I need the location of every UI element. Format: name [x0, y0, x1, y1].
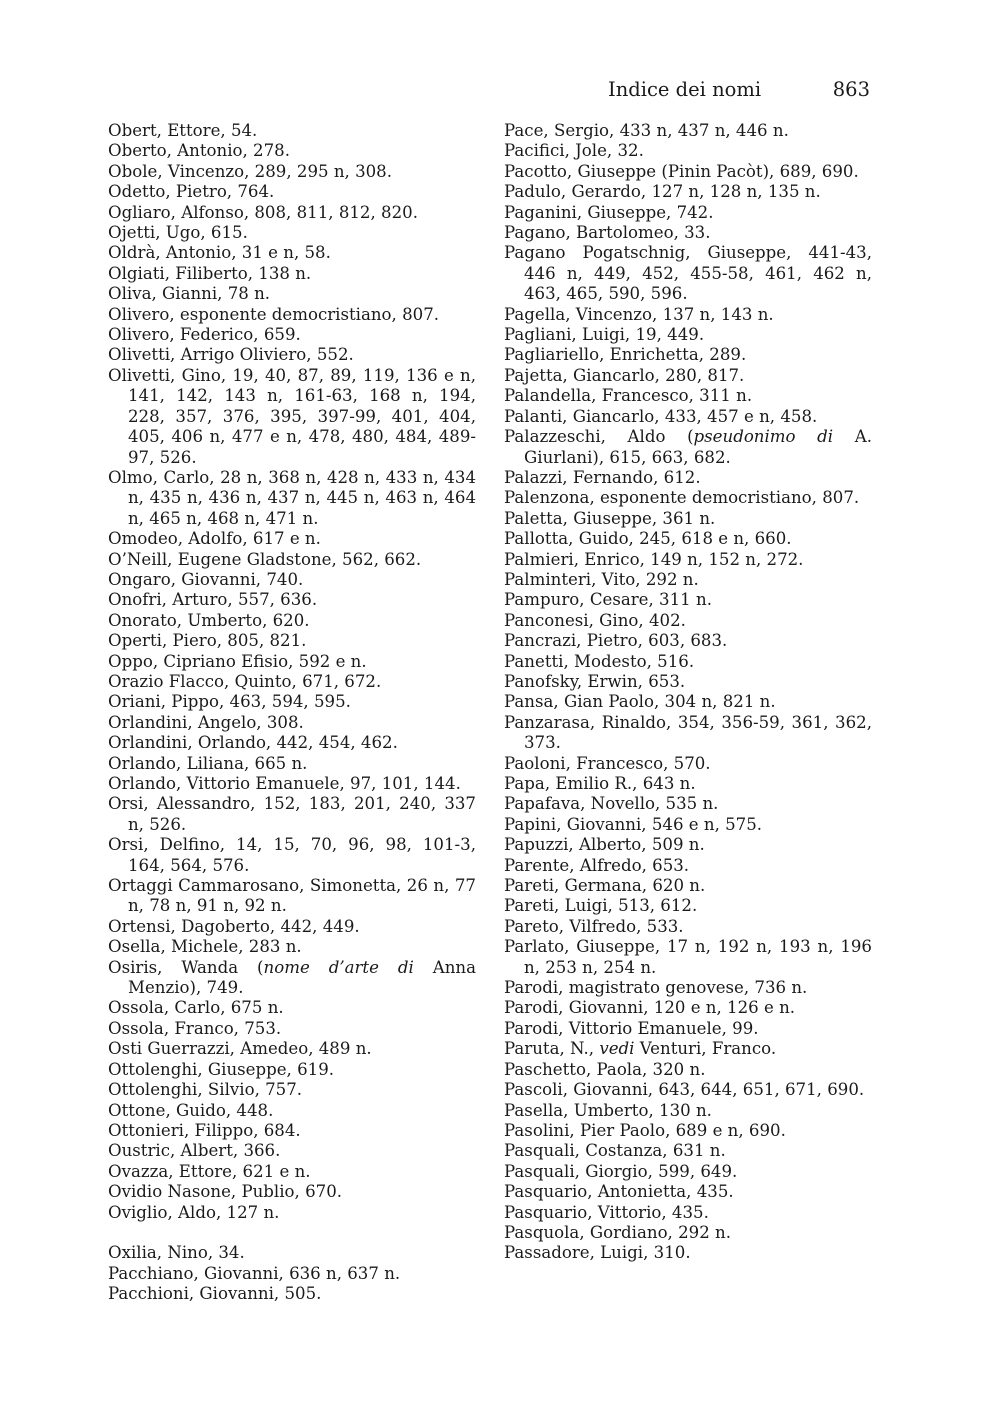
index-entry: Ottolenghi, Giuseppe, 619. — [108, 1059, 335, 1079]
index-entry: Olivetti, Arrigo Oliviero, 552. — [108, 345, 354, 365]
index-entry: Onofri, Arturo, 557, 636. — [108, 590, 318, 610]
index-entry: Pace, Sergio, 433 n, 437 n, 446 n. — [504, 121, 789, 140]
index-entry: Olivero, Federico, 659. — [108, 325, 301, 345]
index-entry: Odetto, Pietro, 764. — [108, 182, 275, 202]
index-entry: Papa, Emilio R., 643 n. — [504, 774, 696, 793]
index-entry: Oriani, Pippo, 463, 594, 595. — [108, 692, 351, 712]
entry-text: Anna Menzio), 749. — [128, 957, 476, 998]
index-entry: Paletta, Giuseppe, 361 n. — [504, 508, 716, 528]
index-entry: Orsi, Alessandro, 152, 183, 201, 240, 337 n, 526. — [108, 794, 476, 834]
index-entry: Parodi, Giovanni, 120 e n, 126 e n. — [504, 998, 796, 1018]
index-entry: Palenzona, esponente democristiano, 807. — [504, 488, 860, 508]
index-entry: Pacifici, Jole, 32. — [504, 141, 644, 161]
index-entry: Ongaro, Giovanni, 740. — [108, 569, 304, 589]
index-entry — [108, 958, 476, 999]
index-entry: Pacotto, Giuseppe (Pinin Pacòt), 689, 690. — [504, 161, 859, 181]
index-entry: Palminteri, Vito, 292 n. — [504, 569, 699, 589]
index-entry: Oustric, Albert, 366. — [108, 1141, 281, 1161]
index-entry: Pagano, Bartolomeo, 33. — [504, 223, 711, 243]
italic-note: vedi — [599, 1039, 635, 1059]
index-entry: Paoloni, Francesco, 570. — [504, 753, 711, 773]
index-entry: Panzarasa, Rinaldo, 354, 356-59, 361, 362, 373. — [504, 712, 872, 753]
index-entry: Panofsky, Erwin, 653. — [504, 671, 686, 691]
entry-text: Osiris, Wanda ( — [108, 957, 264, 977]
index-entry: Pagliariello, Enrichetta, 289. — [504, 345, 747, 365]
index-entry: Olmo, Carlo, 28 n, 368 n, 428 n, 433 n, 434 n, 435 n, 436 n, 437 n, 445 n, 463 n, 464 n, 465 n, 468 n, 471 n. — [108, 467, 476, 528]
index-column-left — [108, 121, 476, 1305]
entry-text: Palazzeschi, Aldo ( — [504, 427, 694, 447]
index-entry: Orsi, Delfino, 14, 15, 70, 96, 98, 101-3, 164, 564, 576. — [108, 835, 476, 875]
index-entry: Pasquario, Antonietta, 435. — [504, 1182, 734, 1202]
index-entry: Oberto, Antonio, 278. — [108, 141, 290, 161]
index-entry: Parodi, magistrato genovese, 736 n. — [504, 978, 808, 998]
index-entry: Ortensi, Dagoberto, 442, 449. — [108, 916, 360, 936]
italic-note: nome d’arte di — [263, 957, 414, 977]
index-entry — [504, 1039, 872, 1059]
index-entry: Operti, Piero, 805, 821. — [108, 631, 307, 651]
index-entry: Pacchioni, Giovanni, 505. — [108, 1284, 322, 1304]
index-entry: Ovazza, Ettore, 621 e n. — [108, 1161, 311, 1181]
index-entry: Onorato, Umberto, 620. — [108, 610, 310, 630]
index-entry: Papafava, Novello, 535 n. — [504, 794, 719, 814]
index-entry: Orlando, Vittorio Emanuele, 97, 101, 144. — [108, 774, 461, 793]
index-entry: Obert, Ettore, 54. — [108, 121, 258, 140]
index-entry: Ossola, Franco, 753. — [108, 1018, 282, 1038]
index-entry: Paschetto, Paola, 320 n. — [504, 1059, 706, 1079]
index-entry: Pascoli, Giovanni, 643, 644, 651, 671, 690. — [504, 1080, 865, 1100]
index-entry: Parente, Alfredo, 653. — [504, 855, 690, 875]
index-entry: Ojetti, Ugo, 615. — [108, 223, 248, 243]
index-entry: Ottonieri, Filippo, 684. — [108, 1120, 301, 1140]
index-entry: Passadore, Luigi, 310. — [504, 1243, 691, 1263]
index-entry: Oxilia, Nino, 34. — [108, 1243, 245, 1263]
index-entry: Panetti, Modesto, 516. — [504, 651, 695, 671]
index-entry: Oldrà, Antonio, 31 e n, 58. — [108, 243, 331, 263]
index-entry: Panconesi, Gino, 402. — [504, 610, 686, 630]
index-entry: Papuzzi, Alberto, 509 n. — [504, 835, 705, 855]
index-entry: Pagano Pogatschnig, Giuseppe, 441-43, 446 n, 449, 452, 455-58, 461, 462 n, 463, 465, 590, 596. — [504, 243, 872, 304]
running-title: Indice dei nomi — [608, 78, 762, 101]
index-entry — [504, 427, 872, 468]
index-entry: Oviglio, Aldo, 127 n. — [108, 1202, 280, 1222]
index-entry: Papini, Giovanni, 546 e n, 575. — [504, 814, 763, 834]
index-entry: Palazzi, Fernando, 612. — [504, 467, 701, 487]
index-entry: Orlandini, Angelo, 308. — [108, 712, 304, 732]
index-entry: Pallotta, Guido, 245, 618 e n, 660. — [504, 529, 792, 549]
index-entry: Pajetta, Giancarlo, 280, 817. — [504, 365, 745, 385]
index-entry: Ogliaro, Alfonso, 808, 811, 812, 820. — [108, 202, 418, 222]
italic-note: pseudonimo di — [693, 427, 834, 447]
index-entry: Olivero, esponente democristiano, 807. — [108, 304, 440, 324]
index-entry: Ovidio Nasone, Publio, 670. — [108, 1182, 343, 1202]
index-entry: Osti Guerrazzi, Amedeo, 489 n. — [108, 1039, 372, 1059]
index-entry: Orlando, Liliana, 665 n. — [108, 753, 308, 773]
index-entry: Pasquali, Costanza, 631 n. — [504, 1141, 726, 1161]
index-entry: Parodi, Vittorio Emanuele, 99. — [504, 1018, 759, 1038]
index-entry: Orlandini, Orlando, 442, 454, 462. — [108, 733, 398, 753]
index-entry: Padulo, Gerardo, 127 n, 128 n, 135 n. — [504, 182, 821, 202]
index-entry: Osella, Michele, 283 n. — [108, 937, 302, 957]
index-entry: Pareti, Luigi, 513, 612. — [504, 896, 698, 916]
index-entry: Pasella, Umberto, 130 n. — [504, 1100, 712, 1120]
index-entry: Pasolini, Pier Paolo, 689 e n, 690. — [504, 1120, 786, 1140]
index-entry: Ottolenghi, Silvio, 757. — [108, 1080, 303, 1100]
index-entry: Pareto, Vilfredo, 533. — [504, 916, 684, 936]
index-entry: Oliva, Gianni, 78 n. — [108, 284, 271, 304]
index-entry: Pancrazi, Pietro, 603, 683. — [504, 631, 728, 651]
index-entry: Olgiati, Filiberto, 138 n. — [108, 263, 312, 283]
index-column-right — [504, 121, 872, 1264]
entry-text: A. Giurlani), 615, 663, 682. — [524, 427, 872, 467]
index-entry: Pacchiano, Giovanni, 636 n, 637 n. — [108, 1263, 401, 1283]
index-entry: Ortaggi Cammarosano, Simonetta, 26 n, 77 n, 78 n, 91 n, 92 n. — [108, 876, 476, 916]
index-entry: Palandella, Francesco, 311 n. — [504, 386, 753, 406]
index-entry: Pagella, Vincenzo, 137 n, 143 n. — [504, 304, 774, 324]
page-number: 863 — [832, 78, 870, 101]
index-entry: Parlato, Giuseppe, 17 n, 192 n, 193 n, 196 n, 253 n, 254 n. — [504, 937, 872, 977]
index-entry: Pampuro, Cesare, 311 n. — [504, 590, 712, 610]
index-entry: Ossola, Carlo, 675 n. — [108, 998, 284, 1018]
index-entry: Palmieri, Enrico, 149 n, 152 n, 272. — [504, 549, 804, 569]
index-entry: Paganini, Giuseppe, 742. — [504, 202, 714, 222]
index-entry: Obole, Vincenzo, 289, 295 n, 308. — [108, 161, 393, 181]
index-entry: Oppo, Cipriano Efisio, 592 e n. — [108, 651, 367, 671]
index-entry: Orazio Flacco, Quinto, 671, 672. — [108, 671, 382, 691]
index-entry: Pagliani, Luigi, 19, 449. — [504, 325, 705, 345]
entry-text: Venturi, Franco. — [634, 1039, 777, 1059]
index-entry: O’Neill, Eugene Gladstone, 562, 662. — [108, 549, 422, 569]
index-entry: Pasquali, Giorgio, 599, 649. — [504, 1161, 738, 1181]
entry-text: Paruta, N., — [504, 1039, 600, 1059]
index-entry: Pareti, Germana, 620 n. — [504, 876, 706, 896]
index-entry: Omodeo, Adolfo, 617 e n. — [108, 529, 321, 549]
page-header — [0, 78, 1005, 108]
index-entry: Palanti, Giancarlo, 433, 457 e n, 458. — [504, 406, 818, 426]
index-entry: Olivetti, Gino, 19, 40, 87, 89, 119, 136 e n, 141, 142, 143 n, 161-63, 168 n, 194, 228, 357, 376, 395, 397-99, 401, 404, 405, 406 n, 477 e n, 478, 480, 484, 489-97, 526. — [108, 365, 476, 467]
index-entry: Ottone, Guido, 448. — [108, 1100, 274, 1120]
index-entry: Pasquola, Gordiano, 292 n. — [504, 1222, 732, 1242]
index-entry: Pansa, Gian Paolo, 304 n, 821 n. — [504, 692, 776, 712]
index-entry: Pasquario, Vittorio, 435. — [504, 1202, 709, 1222]
